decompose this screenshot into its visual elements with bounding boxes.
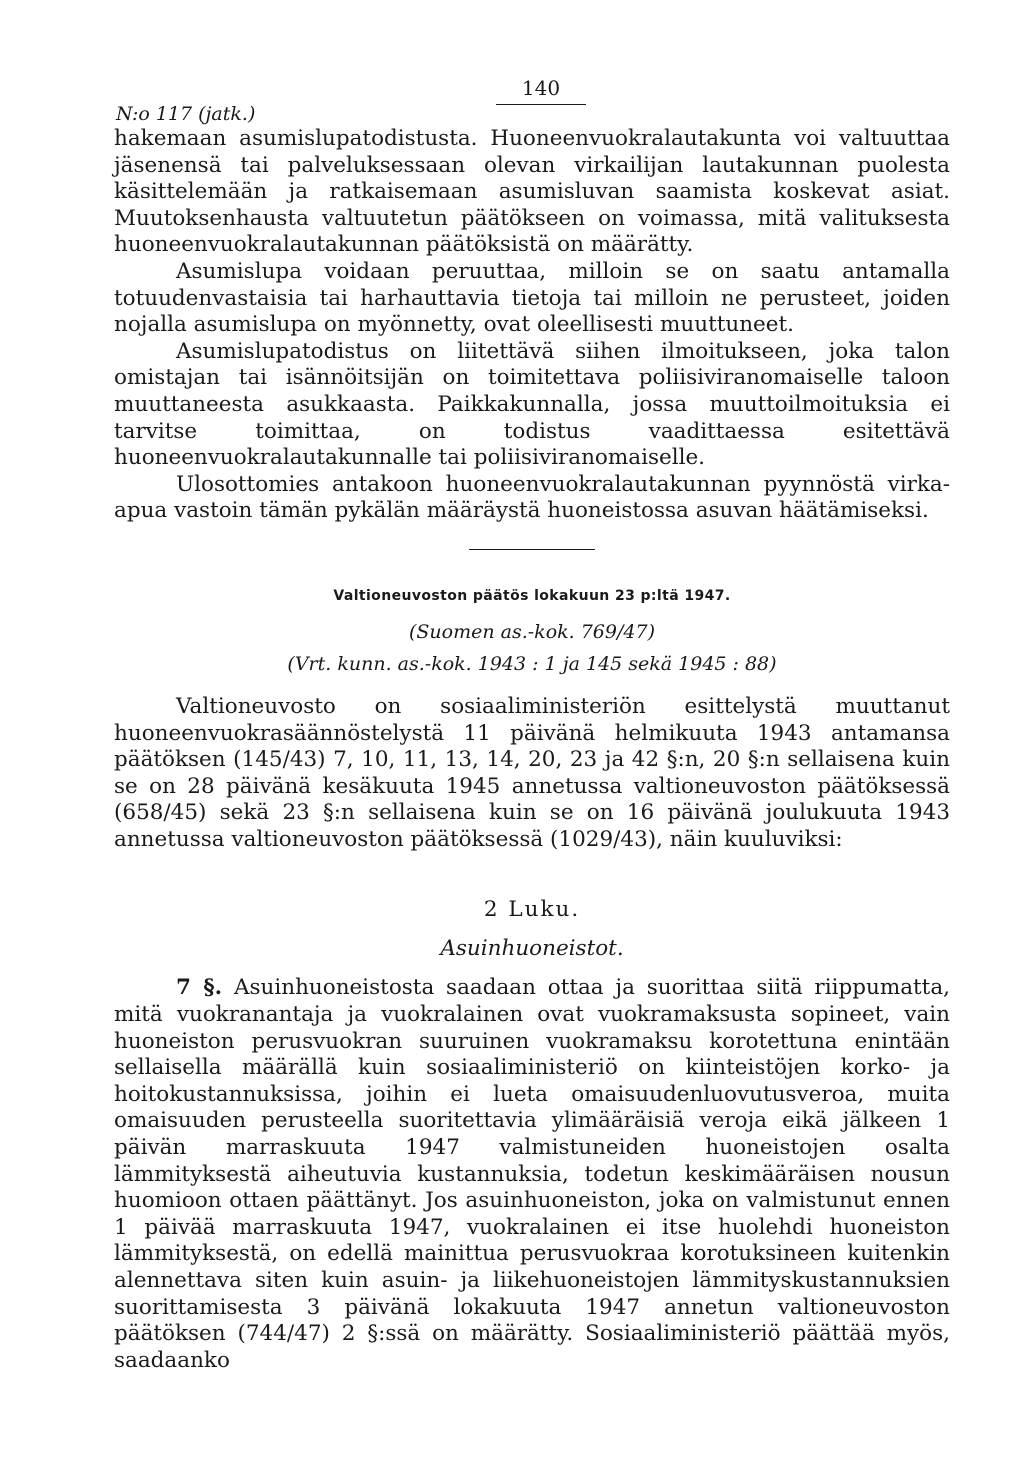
paragraph-continuation: hakemaan asumislupatodistusta. Huoneenvuokralautakunta voi valtuuttaa jäsenensä tai palveluksessaan olevan virkailijan lautakunnan puolesta käsittelemään ja ratkaisemaan asumisluvan saamista koskevat asiat. Muutoksenhausta valtuutetun päätökseen on voimassa, mitä valituksesta huoneenvuokralautakunnan päätöksistä on määrätty.: [114, 126, 950, 258]
section-7-text: Asuinhuoneistosta saadaan ottaa ja suorittaa siitä riippumatta, mitä vuokranantaja ja vuokralainen ovat vuokramaksusta sopineet, vain huoneiston perusvuokran suuruinen vuokramaksu korotettuna enintään sellaisella määrällä kuin sosiaaliministeriö on kiinteistöjen korko- ja hoitokustannuksissa, joihin ei lueta omaisuudenluovutusveroa, muita omaisuuden perusteella suoritettavia ylimääräisiä veroja eikä jälkeen 1 päivän marraskuuta 1947 valmistuneiden huoneistojen osalta lämmityksestä aiheutuvia kustannuksia, todetun keskimääräisen nousun huomioon ottaen päättänyt. Jos asuinhuoneiston, joka on valmistunut ennen 1 päivää marraskuuta 1947, vuokralainen ei itse huolehdi huoneiston lämmityksestä, on edellä mainittua perusvuokraa korotuksineen kuitenkin alennettava siten kuin asuin- ja liikehuoneistojen lämmityskustannuksien suorittamisesta 3 päivänä lokakuuta 1947 annetun valtioneuvoston päätöksen (744/47) 2 §:ssä on määrätty. Sosiaaliministeriö päättää myös, saadaanko: [114, 975, 950, 1373]
section-7: [114, 975, 950, 1374]
page-number: 140: [521, 76, 561, 100]
chapter-title: Asuinhuoneistot.: [440, 936, 624, 962]
decision-cross-reference: (Vrt. kunn. as.-kok. 1943 : 1 ja 145 sekä 1945 : 88): [287, 652, 777, 675]
series-label: N:o 117 (jatk.): [116, 103, 256, 125]
section-divider: [469, 549, 595, 550]
page-header: [114, 70, 950, 126]
paragraph-revocation: Asumislupa voidaan peruuttaa, milloin se on saatu antamalla totuudenvastaisia tai harhauttavia tietoja tai milloin ne perusteet, joiden nojalla asumislupa on myönnetty, ovat oleellisesti muuttuneet.: [114, 258, 950, 338]
decision-reference: (Suomen as.-kok. 769/47): [409, 620, 655, 643]
decision-body: Valtioneuvosto on sosiaaliministeriön esittelystä muuttanut huoneenvuokrasäännöstelystä 11 päivänä helmikuuta 1943 antamansa päätöksen (145/43) 7, 10, 11, 13, 14, 20, 23 ja 42 §:n, 20 §:n sellaisena kuin se on 28 päivänä kesäkuuta 1945 annetussa valtioneuvoston päätöksessä (658/45) sekä 23 §:n sellaisena kuin se on 16 päivänä joulukuuta 1943 annetussa valtioneuvoston päätöksessä (1029/43), näin kuuluviksi:: [114, 693, 950, 852]
page-number-rule: [496, 104, 586, 105]
paragraph-eviction: Ulosottomies antakoon huoneenvuokralautakunnan pyynnöstä virka-apua vastoin tämän pykälän määräystä huoneistossa asuvan häätämiseksi.: [114, 471, 950, 524]
decision-title: Valtioneuvoston päätös lokakuun 23 p:ltä 1947.: [333, 587, 731, 604]
chapter-heading: 2 Luku.: [483, 897, 581, 923]
document-page: [114, 70, 950, 1374]
section-mark: 7 §.: [176, 975, 223, 1001]
paragraph-certificate: Asumislupatodistus on liitettävä siihen ilmoitukseen, joka talon omistajan tai isännöitsijän on toimitettava poliisiviranomaiselle taloon muuttaneesta asukkaasta. Paikkakunnalla, jossa muuttoilmoituksia ei tarvitse toimittaa, on todistus vaadittaessa esitettävä huoneenvuokralautakunnalle tai poliisiviranomaiselle.: [114, 338, 950, 471]
